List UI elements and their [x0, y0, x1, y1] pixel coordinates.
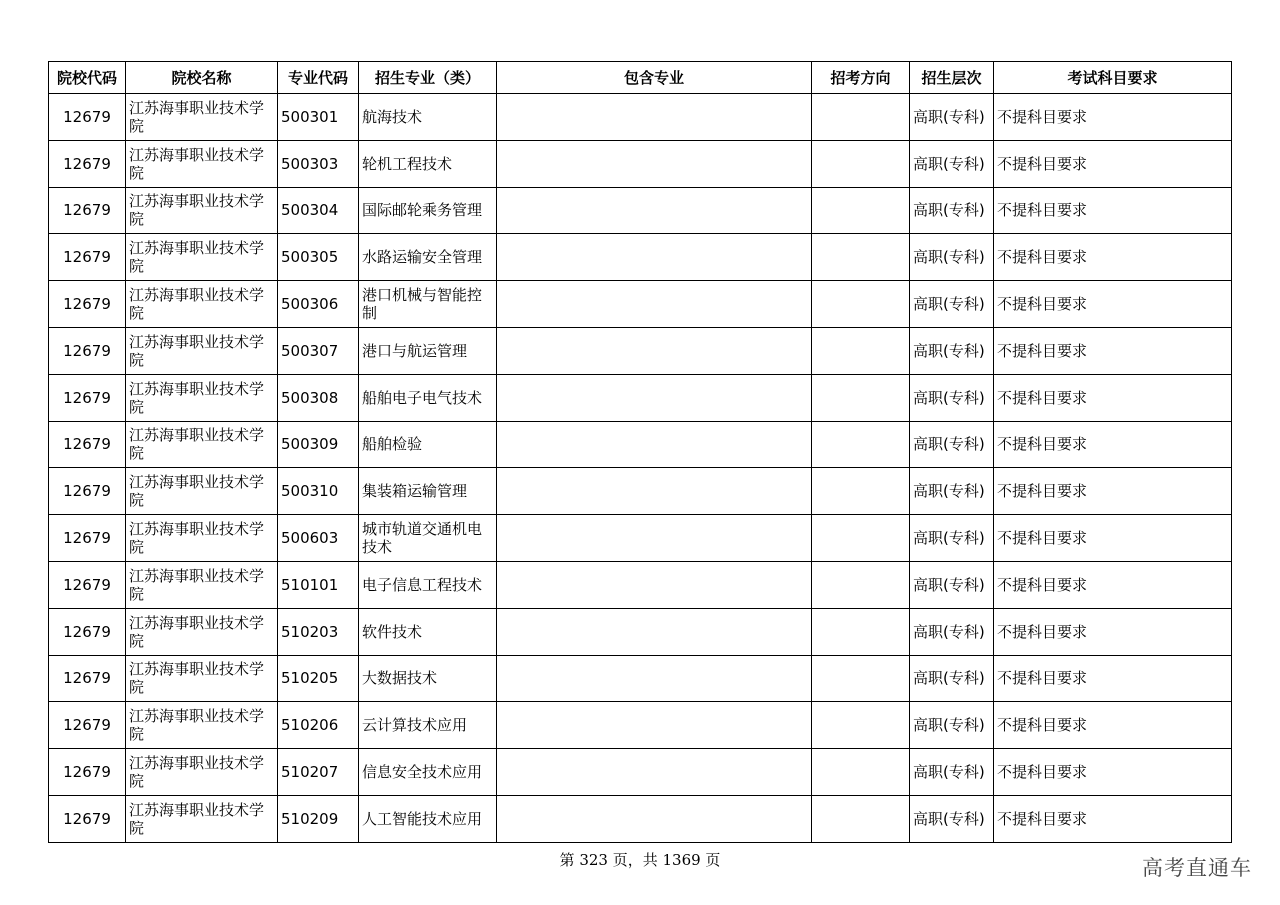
- cell-school-code: 12679: [49, 281, 126, 328]
- cell-school-code: 12679: [49, 468, 126, 515]
- cell-direction: [812, 608, 910, 655]
- cell-level: 高职(专科): [910, 140, 994, 187]
- cell-major-code: 510206: [278, 702, 359, 749]
- cell-school-name: 江苏海事职业技术学院: [126, 515, 278, 562]
- cell-major: 城市轨道交通机电技术: [359, 515, 497, 562]
- cell-school-name: 江苏海事职业技术学院: [126, 327, 278, 374]
- cell-major-code: 500303: [278, 140, 359, 187]
- cell-major-code: 510101: [278, 561, 359, 608]
- cell-major-code: 500304: [278, 187, 359, 234]
- cell-major: 人工智能技术应用: [359, 795, 497, 842]
- cell-level: 高职(专科): [910, 281, 994, 328]
- admissions-table: [48, 61, 1232, 843]
- table-row: [49, 749, 1232, 796]
- table-row: [49, 421, 1232, 468]
- cell-major: 集装箱运输管理: [359, 468, 497, 515]
- cell-direction: [812, 515, 910, 562]
- cell-major: 信息安全技术应用: [359, 749, 497, 796]
- cell-major-code: 500306: [278, 281, 359, 328]
- page-footer: 第 323 页，共 1369 页: [559, 851, 721, 869]
- table-header-row: [49, 62, 1232, 94]
- cell-included-majors: [497, 421, 812, 468]
- table-row: [49, 702, 1232, 749]
- cell-level: 高职(专科): [910, 515, 994, 562]
- cell-major-code: 500307: [278, 327, 359, 374]
- cell-included-majors: [497, 94, 812, 141]
- cell-included-majors: [497, 608, 812, 655]
- header-major: 招生专业（类）: [359, 62, 497, 94]
- cell-level: 高职(专科): [910, 561, 994, 608]
- cell-school-name: 江苏海事职业技术学院: [126, 94, 278, 141]
- cell-level: 高职(专科): [910, 421, 994, 468]
- cell-included-majors: [497, 468, 812, 515]
- cell-school-code: 12679: [49, 655, 126, 702]
- cell-direction: [812, 281, 910, 328]
- cell-included-majors: [497, 515, 812, 562]
- cell-major-code: 500603: [278, 515, 359, 562]
- cell-level: 高职(专科): [910, 608, 994, 655]
- cell-requirement: 不提科目要求: [994, 702, 1232, 749]
- cell-included-majors: [497, 749, 812, 796]
- cell-requirement: 不提科目要求: [994, 561, 1232, 608]
- cell-major-code: 500305: [278, 234, 359, 281]
- table-row: [49, 94, 1232, 141]
- cell-direction: [812, 795, 910, 842]
- table-row: [49, 468, 1232, 515]
- table-row: [49, 561, 1232, 608]
- cell-major-code: 510205: [278, 655, 359, 702]
- table-row: [49, 515, 1232, 562]
- cell-school-name: 江苏海事职业技术学院: [126, 749, 278, 796]
- cell-requirement: 不提科目要求: [994, 608, 1232, 655]
- cell-requirement: 不提科目要求: [994, 795, 1232, 842]
- cell-school-code: 12679: [49, 234, 126, 281]
- cell-level: 高职(专科): [910, 749, 994, 796]
- cell-school-name: 江苏海事职业技术学院: [126, 374, 278, 421]
- cell-major: 水路运输安全管理: [359, 234, 497, 281]
- cell-requirement: 不提科目要求: [994, 515, 1232, 562]
- cell-included-majors: [497, 187, 812, 234]
- cell-requirement: 不提科目要求: [994, 281, 1232, 328]
- cell-level: 高职(专科): [910, 702, 994, 749]
- header-major-code: 专业代码: [278, 62, 359, 94]
- table-row: [49, 327, 1232, 374]
- cell-school-name: 江苏海事职业技术学院: [126, 795, 278, 842]
- cell-requirement: 不提科目要求: [994, 187, 1232, 234]
- cell-included-majors: [497, 795, 812, 842]
- cell-requirement: 不提科目要求: [994, 94, 1232, 141]
- header-school-code: 院校代码: [49, 62, 126, 94]
- cell-school-code: 12679: [49, 327, 126, 374]
- cell-major: 航海技术: [359, 94, 497, 141]
- cell-level: 高职(专科): [910, 655, 994, 702]
- table-row: [49, 795, 1232, 842]
- table-row: [49, 608, 1232, 655]
- cell-direction: [812, 468, 910, 515]
- cell-school-name: 江苏海事职业技术学院: [126, 608, 278, 655]
- cell-included-majors: [497, 281, 812, 328]
- cell-major-code: 500301: [278, 94, 359, 141]
- table-row: [49, 374, 1232, 421]
- cell-direction: [812, 140, 910, 187]
- cell-major: 国际邮轮乘务管理: [359, 187, 497, 234]
- cell-requirement: 不提科目要求: [994, 327, 1232, 374]
- cell-school-name: 江苏海事职业技术学院: [126, 140, 278, 187]
- cell-direction: [812, 374, 910, 421]
- cell-level: 高职(专科): [910, 187, 994, 234]
- cell-school-code: 12679: [49, 421, 126, 468]
- cell-school-name: 江苏海事职业技术学院: [126, 281, 278, 328]
- cell-school-name: 江苏海事职业技术学院: [126, 655, 278, 702]
- cell-major: 港口与航运管理: [359, 327, 497, 374]
- cell-school-code: 12679: [49, 608, 126, 655]
- cell-level: 高职(专科): [910, 468, 994, 515]
- cell-major-code: 510207: [278, 749, 359, 796]
- cell-major-code: 500310: [278, 468, 359, 515]
- header-included-majors: 包含专业: [497, 62, 812, 94]
- cell-direction: [812, 561, 910, 608]
- cell-included-majors: [497, 561, 812, 608]
- cell-school-code: 12679: [49, 374, 126, 421]
- header-level: 招生层次: [910, 62, 994, 94]
- cell-included-majors: [497, 327, 812, 374]
- cell-school-name: 江苏海事职业技术学院: [126, 234, 278, 281]
- cell-direction: [812, 655, 910, 702]
- cell-requirement: 不提科目要求: [994, 140, 1232, 187]
- cell-requirement: 不提科目要求: [994, 374, 1232, 421]
- cell-requirement: 不提科目要求: [994, 655, 1232, 702]
- cell-direction: [812, 94, 910, 141]
- cell-school-code: 12679: [49, 515, 126, 562]
- header-school-name: 院校名称: [126, 62, 278, 94]
- cell-school-name: 江苏海事职业技术学院: [126, 561, 278, 608]
- header-direction: 招考方向: [812, 62, 910, 94]
- cell-major: 轮机工程技术: [359, 140, 497, 187]
- cell-school-code: 12679: [49, 702, 126, 749]
- table-row: [49, 281, 1232, 328]
- cell-major-code: 500309: [278, 421, 359, 468]
- cell-direction: [812, 702, 910, 749]
- cell-included-majors: [497, 234, 812, 281]
- cell-direction: [812, 187, 910, 234]
- cell-level: 高职(专科): [910, 327, 994, 374]
- table-row: [49, 655, 1232, 702]
- header-requirement: 考试科目要求: [994, 62, 1232, 94]
- cell-school-code: 12679: [49, 140, 126, 187]
- cell-major: 港口机械与智能控制: [359, 281, 497, 328]
- cell-major-code: 510209: [278, 795, 359, 842]
- cell-major: 船舶检验: [359, 421, 497, 468]
- cell-major-code: 500308: [278, 374, 359, 421]
- table-row: [49, 140, 1232, 187]
- table-row: [49, 187, 1232, 234]
- cell-school-code: 12679: [49, 795, 126, 842]
- cell-major: 船舶电子电气技术: [359, 374, 497, 421]
- cell-major: 电子信息工程技术: [359, 561, 497, 608]
- cell-major: 云计算技术应用: [359, 702, 497, 749]
- cell-included-majors: [497, 702, 812, 749]
- cell-school-name: 江苏海事职业技术学院: [126, 187, 278, 234]
- cell-direction: [812, 749, 910, 796]
- cell-direction: [812, 234, 910, 281]
- cell-included-majors: [497, 655, 812, 702]
- cell-school-code: 12679: [49, 561, 126, 608]
- cell-requirement: 不提科目要求: [994, 234, 1232, 281]
- cell-major: 大数据技术: [359, 655, 497, 702]
- cell-school-name: 江苏海事职业技术学院: [126, 702, 278, 749]
- cell-requirement: 不提科目要求: [994, 421, 1232, 468]
- cell-level: 高职(专科): [910, 94, 994, 141]
- cell-requirement: 不提科目要求: [994, 468, 1232, 515]
- watermark-text: 高考直通车: [1142, 856, 1252, 880]
- cell-school-code: 12679: [49, 187, 126, 234]
- cell-direction: [812, 421, 910, 468]
- cell-direction: [812, 327, 910, 374]
- cell-school-code: 12679: [49, 94, 126, 141]
- cell-major-code: 510203: [278, 608, 359, 655]
- cell-level: 高职(专科): [910, 374, 994, 421]
- cell-school-name: 江苏海事职业技术学院: [126, 421, 278, 468]
- cell-school-code: 12679: [49, 749, 126, 796]
- table-row: [49, 234, 1232, 281]
- cell-included-majors: [497, 374, 812, 421]
- cell-level: 高职(专科): [910, 234, 994, 281]
- cell-level: 高职(专科): [910, 795, 994, 842]
- cell-major: 软件技术: [359, 608, 497, 655]
- cell-requirement: 不提科目要求: [994, 749, 1232, 796]
- cell-included-majors: [497, 140, 812, 187]
- cell-school-name: 江苏海事职业技术学院: [126, 468, 278, 515]
